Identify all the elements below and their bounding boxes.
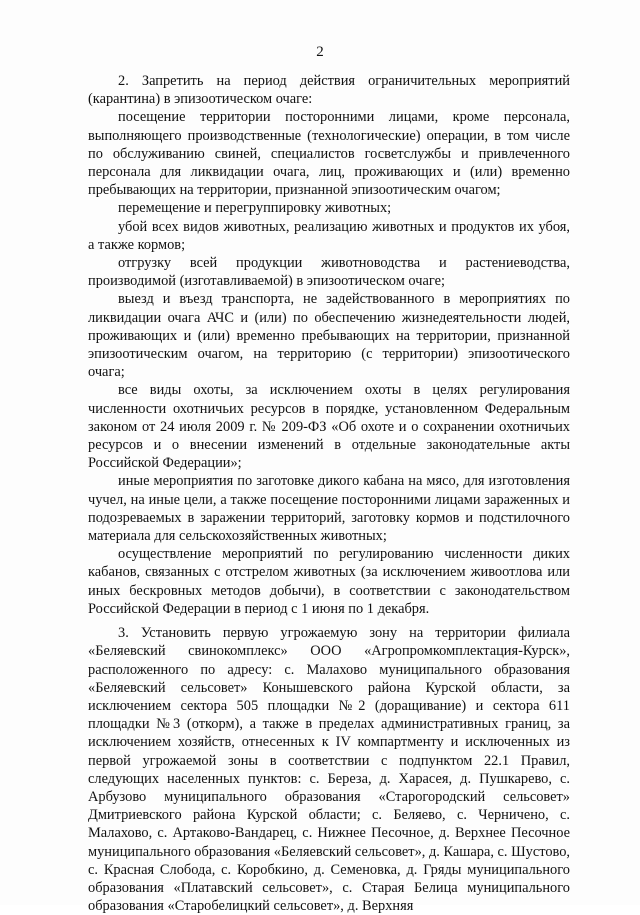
- paragraph-ban-hunting: все виды охоты, за исключением охоты в целях регулирования численности охотничьих ресурсов в порядке, установленном Федеральным законом от 24 июля 2009 г. № 209-ФЗ «Об охоте и о сохранении охотничьих ресурсов и о внесении изменений в отдельные законодательные акты Российской Федерации»;: [88, 382, 570, 472]
- page-number: 2: [316, 44, 324, 60]
- document-body: [88, 72, 570, 915]
- paragraph-ban-heading: 2. Запретить на период действия ограничительных мероприятий (карантина) в эпизоотическом очаге:: [88, 73, 570, 108]
- paragraph-ban-slaughter: убой всех видов животных, реализацию животных и продуктов их убоя, а также кормов;: [88, 218, 570, 253]
- paragraph-ban-visits: посещение территории посторонними лицами, кроме персонала, выполняющего производственные (технологические) операции, в том числе по обслуживанию свиней, специалистов госветслужбы и привлеченного персонала для ликвидации очага, лиц, проживающих и (или) временно пребывающих на территории, признанной эпизоотическим очагом;: [88, 109, 570, 199]
- paragraph-boar-regulation: осуществление мероприятий по регулированию численности диких кабанов, связанных с отстрелом животных (за исключением живоотлова или иных бескровных методов добычи), в соответствии с законодательством Российской Федерации в период с 1 июня по 1 декабря.: [88, 546, 570, 617]
- paragraph-ban-shipment: отгрузку всей продукции животноводства и растениеводства, производимой (изготавливаемой) в эпизоотическом очаге;: [88, 255, 570, 290]
- paragraph-ban-boar-harvest: иные мероприятия по заготовке дикого кабана на мясо, для изготовления чучел, на иные цели, а также посещение посторонними лицами зараженных и подозреваемых в заражении территорий, заготовку кормов и подстилочного материала для сельскохозяйственных животных;: [88, 473, 570, 545]
- paragraph-ban-moving: перемещение и перегруппировку животных;: [118, 200, 392, 217]
- paragraph-ban-transport: выезд и въезд транспорта, не задействованного в мероприятиях по ликвидации очага АЧС и (или) по обеспечению жизнедеятельности людей, проживающих и (или) временно пребывающих на территории, признанной эпизоотическим очагом, на территорию (с территории) эпизоотического очага;: [88, 291, 570, 381]
- paragraph-threat-zone: 3. Установить первую угрожаемую зону на территории филиала «Беляевский свинокомплекс» ООО «Агропромкомплектация-Курск», расположенного по адресу: с. Малахово муниципального образования «Беляевский сельсовет» Конышевского района Курской области, за исключением сектора 505 площадки №2 (доращивание) и сектора 611 площадки №3 (откорм), а также в пределах административных границ, за исключением хозяйств, отнесенных к IV компартменту и исключенных из первой угрожаемой зоны в соответствии с подпунктом 22.1 Правил, следующих населенных пунктов: с. Береза, д. Харасея, д. Пушкарево, с. Арбузово муниципального образования «Старогородский сельсовет» Дмитриевского района Курской области; с. Беляево, с. Черничено, с. Малахово, с. Артаково-Вандарец, с. Нижнее Песочное, д. Верхнее Песочное муниципального образования «Беляевский сельсовет», д. Кашара, с. Шустово, с. Красная Слобода, с. Коробкино, д. Семеновка, д. Гряды муниципального образования «Платавский сельсовет», с. Старая Белица муниципального образования «Старобелицкий сельсовет», д. Верхняя: [88, 625, 571, 915]
